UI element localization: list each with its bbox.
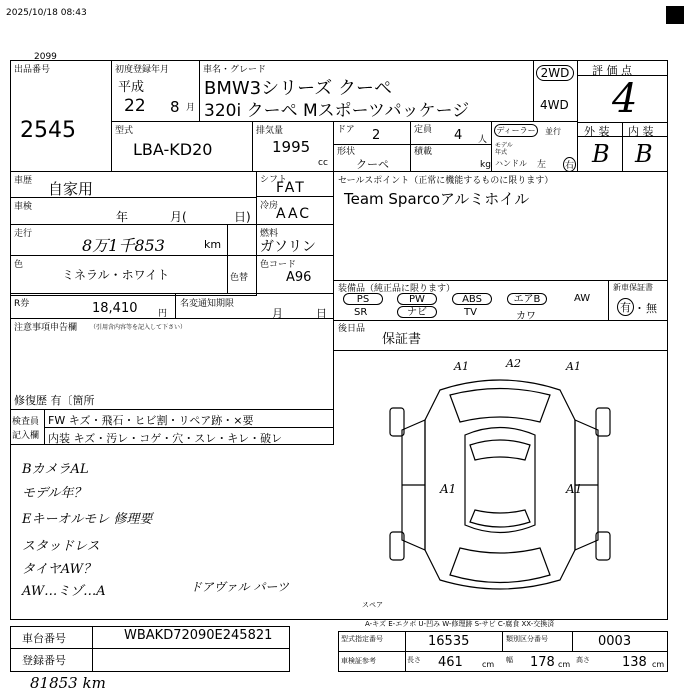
footer-odo: 81853 km	[30, 674, 106, 692]
shape-value: クーペ	[356, 158, 389, 171]
car-name: BMW3シリーズ クーペ	[204, 78, 392, 99]
fuel-value: ガソリン	[260, 239, 316, 255]
shape-label: 形状	[337, 147, 356, 157]
reg-year: 22	[124, 96, 146, 116]
class-num-value: 0003	[598, 634, 632, 649]
score-value: 4	[612, 76, 638, 122]
equip-tv: TV	[464, 307, 477, 318]
recycle-unit: 円	[158, 309, 168, 319]
load-label: 積載	[414, 147, 433, 157]
later-label: 後日品	[338, 324, 366, 334]
color-class-label: 色替	[230, 273, 249, 283]
dims-length-label: 長さ	[407, 656, 421, 664]
handle-label: ハンドル	[495, 159, 527, 168]
reg-era: 平成	[118, 80, 145, 95]
ext-score: B	[592, 140, 610, 168]
equip-ps: PS	[343, 293, 383, 305]
warranty-no: 無	[646, 302, 657, 315]
equip-navi: ナビ	[397, 306, 437, 318]
dims-length: 461	[438, 655, 463, 670]
inspection-year: 年	[116, 210, 129, 224]
history-label: 車歴	[14, 176, 33, 186]
car-diagram	[370, 360, 630, 610]
lot-box	[10, 60, 112, 172]
reg-month: 8	[170, 98, 180, 116]
model-year-label2: 年式	[495, 149, 508, 156]
equip-leather: カワ	[516, 311, 536, 322]
selling-label: セールスポイント（正常に機能するものに限ります）	[338, 176, 554, 186]
notice-label: 名変通知期限	[180, 299, 235, 309]
handle-left: 左	[537, 160, 547, 170]
notice-month: 月	[272, 307, 283, 320]
equipment-label: 装備品（純正品に限ります）	[338, 284, 456, 294]
inspector-row2: 内装 キズ・汚レ・コゲ・穴・スレ・キレ・破レ	[48, 432, 283, 445]
shift-label: シフト	[260, 175, 288, 185]
plate-label: 登録番号	[22, 654, 66, 667]
warranty-label: 新車保証書	[613, 283, 653, 292]
car-label: 車名・グレード	[203, 65, 267, 75]
notes-sub: （引用含内容等を記入して下さい）	[90, 324, 187, 331]
hand-note-5: タイヤAW？	[22, 562, 96, 577]
selling-value: Team Sparcoアルミホイル	[344, 190, 530, 208]
inspection-label: 車検	[14, 202, 33, 212]
inspection-day: 日)	[234, 210, 251, 224]
dims-height: 138	[622, 655, 647, 670]
mileage-value: 8万1千853	[82, 236, 165, 255]
diagram-mark-1: A1	[454, 360, 469, 373]
hand-note-4: スタッドレス	[22, 539, 100, 554]
score-label: 評 価 点	[592, 64, 632, 77]
class-num-label: 類別区分番号	[506, 635, 548, 643]
dims-unit2: cm	[558, 660, 571, 669]
color-code-label: 色コード	[260, 260, 297, 270]
displacement-unit: cc	[318, 158, 328, 168]
chassis-value: WBAKD72090E245821	[124, 628, 273, 643]
inspection-month: 月(	[170, 210, 187, 224]
repair-label: 修復歴 有〔箇所	[14, 394, 95, 407]
dims-width: 178	[530, 655, 555, 670]
color-code-value: A96	[286, 270, 312, 285]
recycle-label: R券	[14, 299, 30, 309]
hand-note-1: BカメラAL	[22, 462, 89, 477]
hand-note-3: Eキーオルモレ 修理要	[22, 512, 153, 527]
dims-unit3: cm	[652, 660, 665, 669]
ac-value: AAC	[276, 206, 312, 222]
model-label: 型式	[115, 126, 134, 136]
capacity-unit: 人	[478, 135, 488, 145]
drive-2wd: 2WD	[536, 65, 574, 81]
history-value: 自家用	[48, 180, 94, 198]
inspector-label1: 検査員	[12, 417, 40, 427]
doors-value: 2	[372, 128, 381, 143]
reg-month-unit: 月	[186, 103, 196, 113]
model-value: LBA-KD20	[133, 140, 213, 159]
equip-sr: SR	[354, 307, 368, 318]
dealer-opt1: ディーラー	[494, 124, 538, 137]
reg-label: 初度登録年月	[115, 65, 170, 75]
model-year-label1: モデル	[495, 142, 513, 149]
lot-label: 出品番号	[14, 65, 51, 75]
capacity-label: 定員	[414, 125, 433, 135]
shift-value: FAT	[276, 180, 306, 196]
color-value: ミネラル・ホワイト	[62, 268, 170, 282]
timestamp: 2025/10/18 08:43	[6, 8, 87, 18]
car-grade: 320i クーペ Mスポーツパッケージ	[204, 101, 470, 121]
chassis-label: 車台番号	[22, 632, 66, 645]
lot-number: 2545	[20, 118, 76, 143]
damage-legend: A-キズ E-エクボ U-凹み W-修理跡 S-サビ C-腐食 XX-交換済	[365, 620, 555, 628]
equip-abs: ABS	[452, 293, 492, 305]
int-label: 内 装	[628, 125, 654, 138]
notes-label: 注意事項申告欄	[14, 323, 78, 333]
hand-note-6: AW…ミゾ…A	[22, 584, 106, 599]
diagram-mark-3: A1	[566, 360, 581, 373]
later-value: 保証書	[382, 332, 422, 347]
diagram-mark-4: A1	[440, 482, 457, 496]
capacity-value: 4	[454, 128, 463, 143]
displacement-label: 排気量	[256, 126, 284, 136]
corner-mark	[666, 6, 684, 24]
spare-label: スペア	[362, 601, 383, 609]
color-label: 色	[14, 260, 24, 270]
notice-day: 日	[316, 307, 327, 320]
mileage-unit: km	[204, 238, 222, 251]
equip-pw: PW	[397, 293, 437, 305]
dealer-opt2: 並行	[545, 127, 561, 136]
type-cert-label: 型式指定番号	[341, 635, 383, 643]
handle-right: 右	[563, 157, 576, 172]
warranty-yes: 有	[617, 298, 634, 316]
doors-label: ドア	[337, 125, 355, 135]
dims-width-label: 幅	[506, 656, 513, 664]
inspector-label2: 記入欄	[12, 431, 40, 441]
lot-code: 2099	[34, 52, 57, 62]
diagram-mark-2: A2	[506, 357, 521, 370]
dims-ref-label: 車検証参考	[341, 657, 376, 665]
ext-label: 外 装	[584, 125, 610, 138]
dims-unit1: cm	[482, 660, 495, 669]
type-cert-value: 16535	[428, 634, 470, 649]
load-unit: kg	[480, 160, 491, 170]
equip-airbag: エアB	[507, 293, 547, 305]
dims-height-label: 高さ	[576, 656, 590, 664]
int-score: B	[635, 140, 653, 168]
recycle-value: 18,410	[92, 301, 138, 316]
hand-note-7: ドアヴァル パーツ	[190, 580, 289, 594]
hand-note-2: モデル年？	[22, 486, 87, 501]
fuel-label: 燃料	[260, 229, 279, 239]
inspector-row1: FW キズ・飛石・ヒビ割・リペア跡・×要	[48, 414, 254, 427]
mileage-label: 走行	[14, 229, 33, 239]
drive-4wd: 4WD	[540, 98, 569, 112]
equip-aw: AW	[574, 293, 591, 304]
ac-label: 冷房	[260, 201, 279, 211]
displacement-value: 1995	[272, 138, 311, 156]
diagram-mark-5: A1	[566, 482, 583, 496]
